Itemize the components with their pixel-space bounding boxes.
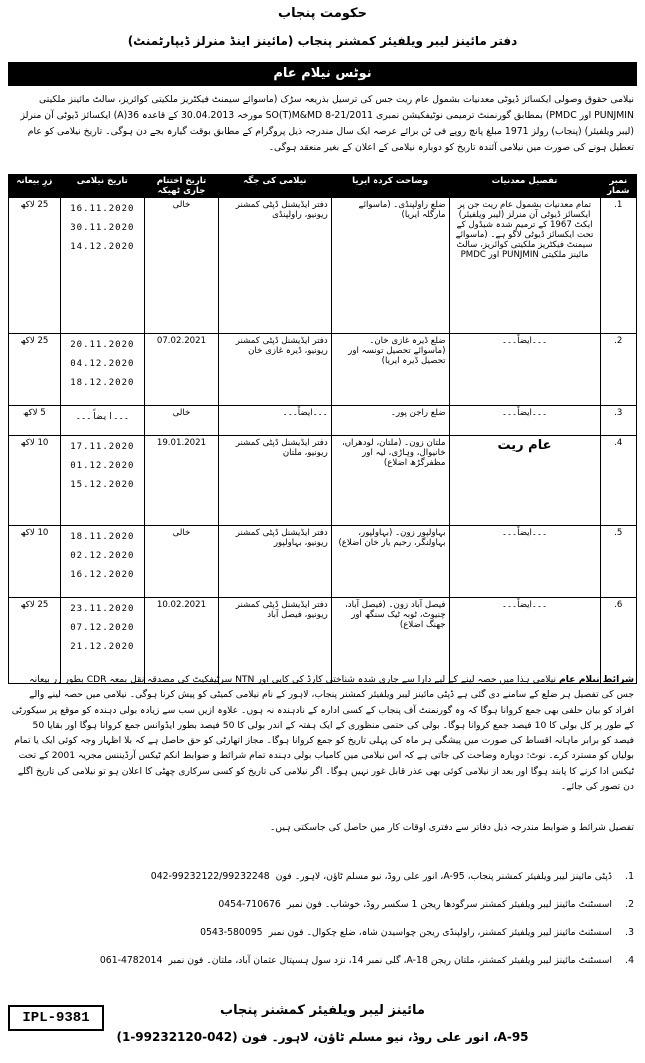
office-item <box>10 926 634 940</box>
terms-heading: شرائط نیلام عام <box>559 674 634 685</box>
row-area: ملتان زون۔ (ملتان، لودھراں، خانیوال، وہاڑی، لیہ اور مظفرگڑھ اضلاع) <box>331 436 449 526</box>
row-detail: تمام معدنیات بشمول عام ریت جن پر ایکسائز ڈیوٹی آن منرلز (لیبر ویلفیئر) ایکٹ 1967 کے ترمیم شدہ شیڈول کے تحت ایکسائز ڈیوٹی لاگو ہے۔ (ماسوائے سیمنٹ فیکٹریز ملکیتی کوائریز، سالٹ مائینز ملکیتی PUNJMIN اور PMDC <box>449 198 600 334</box>
row-place: دفتر ایڈیشنل ڈپٹی کمشنر ریونیو، بہاولپور <box>218 526 331 598</box>
row-end-date: 07.02.2021 <box>144 334 218 406</box>
row-end-date: خالی <box>144 406 218 436</box>
auction-date: 16.12.2020 <box>70 570 135 580</box>
row-area: ضلع راولپنڈی۔ (ماسوائے مارگلہ ایریا) <box>331 198 449 334</box>
row-detail: ۔۔۔ایضاً۔۔۔ <box>449 334 600 406</box>
offices-heading: تفصیل شرائط و ضوابط مندرجہ ذیل دفاتر سے دفتری اوقات کار میں حاصل کی جاسکتی ہیں۔ <box>269 822 634 833</box>
row-fee: 5 لاکھ <box>9 406 61 436</box>
header-sn: نمبر شمار <box>600 175 636 198</box>
row-place: دفتر ایڈیشنل ڈپٹی کمشنر ریونیو، ڈیرہ غازی خان <box>218 334 331 406</box>
auction-date: 18.11.2020 <box>70 532 135 542</box>
office-text: اسسٹنٹ مائینز لیبر ویلفیئر کمشنر، ملتان ریجن A-18، گلی نمبر 14، نزد سول ہسپتال عثمان آباد، ملتان۔ فون نمبر <box>168 955 612 966</box>
row-area: ضلع راجن پور۔ <box>331 406 449 436</box>
header-auction-dates: تاریخ نیلامی <box>60 175 144 198</box>
row-detail: ۔۔۔ایضاً۔۔۔ <box>449 526 600 598</box>
row-auction-dates <box>60 334 144 406</box>
header-detail: تفصیل معدنیات <box>449 175 600 198</box>
row-place: دفتر ایڈیشنل ڈپٹی کمشنر ریونیو، ملتان <box>218 436 331 526</box>
auction-date: 20.11.2020 <box>70 340 135 350</box>
office-title: دفتر مائینز لیبر ویلفیئر کمشنر پنجاب (مائینز اینڈ منرلز ڈیپارٹمنٹ) <box>127 34 518 48</box>
office-number: 1. <box>625 871 634 882</box>
office-text: اسسٹنٹ مائینز لیبر ویلفیئر کمشنر، راولپنڈی ریجن چواسیدن شاہ، ضلع چکوال۔ فون نمبر <box>268 927 612 938</box>
auction-date: 17.11.2020 <box>70 442 135 452</box>
auction-date: 01.12.2020 <box>70 461 135 471</box>
auction-date: 15.12.2020 <box>70 480 135 490</box>
office-phone: 042-99232122/99232248 <box>150 871 270 882</box>
row-auction-dates <box>60 198 144 334</box>
office-phone: 061-4782014 <box>99 955 163 966</box>
office-number: 3. <box>625 927 634 938</box>
row-sn: 3. <box>600 406 636 436</box>
auction-date: 21.12.2020 <box>70 642 135 652</box>
table-row <box>9 598 637 684</box>
office-text: اسسٹنٹ مائینز لیبر ویلفیئر کمشنر سرگودھا ریجن 1 سکسر روڈ، خوشاب۔ فون نمبر <box>286 899 612 910</box>
auction-date: 16.11.2020 <box>70 204 135 214</box>
notice-title: نوٹس نیلام عام <box>8 62 637 86</box>
terms-paragraph <box>10 672 634 794</box>
office-item <box>10 898 634 912</box>
row-fee: 25 لاکھ <box>9 198 61 334</box>
row-fee: 25 لاکھ <box>9 598 61 684</box>
ipl-code: IPL-9381 <box>8 1005 104 1031</box>
auction-date: 02.12.2020 <box>70 551 135 561</box>
row-sn: 1. <box>600 198 636 334</box>
row-fee: 10 لاکھ <box>9 436 61 526</box>
row-detail: عام ریت <box>449 436 600 526</box>
office-number: 4. <box>625 955 634 966</box>
row-place: دفتر ایڈیشنل ڈپٹی کمشنر ریونیو، فیصل آباد <box>218 598 331 684</box>
office-phone: 0543-580095 <box>200 927 263 938</box>
office-number: 2. <box>625 899 634 910</box>
table-header-row <box>9 175 637 198</box>
row-auction-dates <box>60 436 144 526</box>
office-item <box>10 954 634 968</box>
row-place: دفتر ایڈیشنل ڈپٹی کمشنر ریونیو، راولپنڈی <box>218 198 331 334</box>
auction-table <box>8 174 637 684</box>
signatory: مائینز لیبر ویلفیئر کمشنر پنجاب <box>220 1003 425 1018</box>
row-fee: 10 لاکھ <box>9 526 61 598</box>
intro-paragraph: نیلامی حقوق وصولی ایکسائز ڈیوٹی معدنیات بشمول عام ریت جس کی ترسیل بذریعہ سڑک (ماسوائے سیمنٹ فیکٹریز ملکیتی کوائریز، سالٹ مائینز ملکیتی PUNJMIN اور PMDC) بمطابق گورنمنٹ ترمیمی نوٹیفکیشن نمبری SO(T)M&MD 8-21/2011 مورخہ 30.04.2013 کے قاعدہ 36(A) ایکسائز ڈیوٹی آن منرلز (لیبر ویلفیئر) (پنجاب) رولز 1971 مبلغ پانچ روپے فی ٹن برائے عرصہ ایک سال مندرجہ ذیل پروگرام کے مطابق بوقت گیارہ بجے دن ہوگی۔ تاریخ نیلامی کو عام تعطیل ہونے کی صورت میں نیلامی آئندہ تاریخ کو دوبارہ نیلامی کے اعلان کے بغیر منعقد ہوگی۔ <box>20 94 634 153</box>
row-place: ۔۔۔ایضاً۔۔۔ <box>218 406 331 436</box>
auction-date: 30.11.2020 <box>70 223 135 233</box>
row-fee: 25 لاکھ <box>9 334 61 406</box>
auction-date: 23.11.2020 <box>70 604 135 614</box>
row-end-date: خالی <box>144 526 218 598</box>
office-phone: 0454-710676 <box>218 899 281 910</box>
row-auction-dates <box>60 526 144 598</box>
auction-date: 04.12.2020 <box>70 359 135 369</box>
row-area: بہاولپور زون۔ (بہاولپور، بہاولنگر، رحیم یار خان اضلاع) <box>331 526 449 598</box>
table-row <box>9 334 637 406</box>
office-item <box>10 870 634 884</box>
row-sn: 2. <box>600 334 636 406</box>
table-row <box>9 406 637 436</box>
auction-date: 14.12.2020 <box>70 242 135 252</box>
row-area: ضلع ڈیرہ غازی خان۔ (ماسوائے تحصیل تونسہ اور تحصیل ڈیرہ ایریا) <box>331 334 449 406</box>
footer-address: A-95، انور علی روڈ، نیو مسلم ٹاؤن، لاہور۔ فون (042-99232120-1) <box>116 1030 529 1044</box>
row-end-date: 10.02.2021 <box>144 598 218 684</box>
table-row <box>9 436 637 526</box>
row-area: فیصل آباد زون۔ (فیصل آباد، چنیوٹ، ٹوبہ ٹیک سنگھ اور جھنگ اضلاع) <box>331 598 449 684</box>
header-fee: زرِ بیعانہ <box>9 175 61 198</box>
row-detail: ۔۔۔ایضاً۔۔۔ <box>449 598 600 684</box>
office-text: ڈپٹی مائینز لیبر ویلفیئر کمشنر پنجاب، A-95، انور علی روڈ، نیو مسلم ٹاؤن، لاہور۔ فون <box>275 871 612 882</box>
row-end-date: خالی <box>144 198 218 334</box>
header-area: وضاحت کردہ ایریا <box>331 175 449 198</box>
table-row <box>9 198 637 334</box>
row-auction-dates <box>60 598 144 684</box>
table-row <box>9 526 637 598</box>
auction-date: 18.12.2020 <box>70 378 135 388</box>
row-end-date: 19.01.2021 <box>144 436 218 526</box>
row-sn: 5. <box>600 526 636 598</box>
header-place: نیلامی کی جگہ <box>218 175 331 198</box>
government-title: حکومت پنجاب <box>278 6 367 21</box>
header-end-date: تاریخ اختتام جاری ٹھیکہ <box>144 175 218 198</box>
row-auction-dates <box>60 406 144 436</box>
auction-date: ۔۔۔ایضاً۔۔۔ <box>75 412 130 422</box>
auction-date: 07.12.2020 <box>70 623 135 633</box>
terms-body: نیلامی ہذا میں حصہ لینے کے لیے دارا سے جاری شدہ شناختی کارڈ کی کاپی اور NTN سرٹیفکیٹ کی مصدقہ نقل بمعہ CDR بطور زر بیعانہ جس کی تفصیل ہر ضلع کے سامنے دی گئی ہے ڈپٹی مائینز لیبر ویلفیئر کمشنر پنجاب، لاہور کے نام نیلامی کمیٹی کو پیش کرنا ہوگی۔ نیلامی میں حصہ لینے والے افراد کو بیان حلفی بھی جمع کروانا ہوگا کہ وہ گورنمنٹ آف پنجاب کے کسی ادارہ کے نادہندہ نہ ہوں۔ علاوہ ازیں سب سے زیادہ بولی دہندہ کو موقع پر سیکورٹی کے طور پر کل بولی کا 10 فیصد جمع کروانا ہوگا۔ بولی کی حتمی منظوری کے ایک ہفتہ کے اندر بولی کا 50 فیصد بطور ایڈوانس جمع کروانا ہوگا اور بقایا 50 فیصد کو برابر ماہانہ اقساط کی صورت میں پیشگی ہر ماہ کی پہلی تاریخ کو جمع کروانا ہوگا۔ مجاز اتھارٹی کو حق حاصل ہے کہ بلا اظہار وجہ کوئی ایک یا تمام بولیاں کو مسترد کرے۔ نوٹ: دوبارہ وضاحت کی جاتی ہے کہ اس نیلامی میں کامیاب بولی دہندہ تمام شرائط و ضوابط انکم ٹیکس آرڈیننس مجریہ 2001 کے تحت ٹیکس ادا کرنے کا پابند ہوگا اور بعد از نیلامی کوئی بھی عذر قابل غور نہیں ہوگا۔ اگر نیلامی کی تاریخ کو کسی سرکاری چھٹی کا اعلان ہو تو نیلامی کی تاریخ اگلے دن تصور کی جائے۔ <box>11 674 634 793</box>
row-sn: 6. <box>600 598 636 684</box>
row-detail: ۔۔۔ایضاً۔۔۔ <box>449 406 600 436</box>
row-sn: 4. <box>600 436 636 526</box>
